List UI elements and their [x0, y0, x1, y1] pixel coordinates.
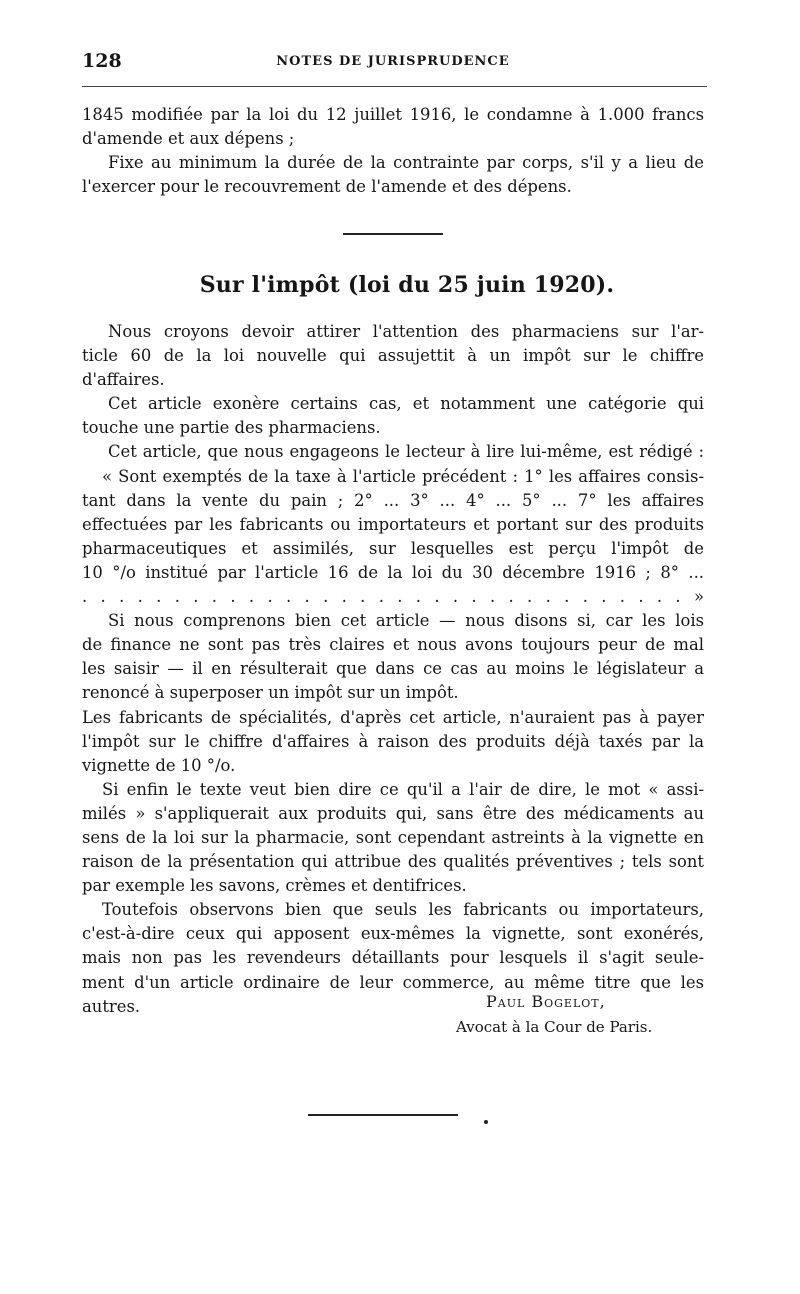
text-line: par exemple les savons, crèmes et dentifrices.: [82, 876, 467, 896]
text-line: Nous croyons devoir attirer l'attention des pharmaciens sur l'ar-: [108, 322, 704, 341]
text-line: les saisir — il en résulterait que dans ce cas au moins le législateur a: [82, 659, 704, 679]
text-line: Si enfin le texte veut bien dire ce qu'il a l'air de dire, le mot « assi-: [102, 779, 704, 799]
text-line: autres.: [82, 996, 141, 1016]
text-line: d'affaires.: [82, 370, 165, 390]
text-line: effectuées par les fabricants ou importateurs et portant sur des produits: [82, 514, 704, 534]
running-title: NOTES DE JURISPRUDENCE: [276, 54, 510, 69]
text-line: de finance ne sont pas très claires et nous avons toujours peur de mal: [82, 635, 704, 655]
top-paragraph: [82, 103, 704, 199]
text-line: mais non pas les revendeurs détaillants pour lesquels il s'agit seule-: [82, 948, 704, 968]
header-rule: [82, 86, 707, 87]
text-line: vignette de 10 °/o.: [82, 755, 236, 775]
text-line: « Sont exemptés de la taxe à l'article précédent : 1° les affaires consis-: [102, 466, 704, 486]
text-line: ticle 60 de la loi nouvelle qui assujettit à un impôt sur le chiffre: [82, 346, 704, 366]
text-line: 10 °/o institué par l'article 16 de la loi du 30 décembre 1916 ; 8° ...: [82, 562, 704, 582]
text-line: ment d'un article ordinaire de leur commerce, au même titre que les: [82, 972, 704, 992]
text-line: l'exercer pour le recouvrement de l'amende et des dépens.: [82, 177, 572, 197]
signature-name: Paul Bogelot,: [486, 992, 606, 1011]
text-line: Fixe au minimum la durée de la contrainte par corps, s'il y a lieu de: [108, 153, 704, 173]
text-line: c'est-à-dire ceux qui apposent eux-mêmes la vignette, sont exonérés,: [82, 924, 704, 944]
text-line: pharmaceutiques et assimilés, sur lesquelles est perçu l'impôt de: [82, 538, 704, 558]
page-number: 128: [82, 50, 122, 72]
text-line: Cet article, que nous engageons le lecteur à lire lui-même, est rédigé :: [108, 442, 704, 462]
article-body: [82, 320, 704, 1019]
text-line: Cet article exonère certains cas, et notamment une catégorie qui: [108, 394, 704, 414]
closing-rule: [308, 1114, 458, 1116]
text-line: renoncé à superposer un impôt sur un impôt.: [82, 683, 459, 703]
text-line: sens de la loi sur la pharmacie, sont cependant astreints à la vignette en: [82, 827, 704, 847]
text-line: d'amende et aux dépens ;: [82, 129, 295, 149]
ellipsis-line: . . . . . . . . . . . . . . . . . . . . . . . . . . . . . . . . . »: [82, 587, 704, 607]
text-line: tant dans la vente du pain ; 2° ... 3° ... 4° ... 5° ... 7° les affaires: [82, 490, 704, 510]
text-line: Les fabricants de spécialités, d'après cet article, n'auraient pas à payer: [82, 707, 704, 727]
text-line: 1845 modifiée par la loi du 12 juillet 1916, le condamne à 1.000 francs: [82, 105, 704, 124]
section-heading: Sur l'impôt (loi du 25 juin 1920).: [199, 272, 615, 298]
text-line: raison de la présentation qui attribue des qualités préventives ; tels sont: [82, 852, 704, 872]
closing-dot: [484, 1120, 488, 1124]
text-line: Toutefois observons bien que seuls les fabricants ou importateurs,: [102, 900, 704, 920]
signature-title: Avocat à la Cour de Paris.: [456, 1018, 653, 1036]
text-line: l'impôt sur le chiffre d'affaires à raison des produits déjà taxés par la: [82, 731, 704, 751]
text-line: Si nous comprenons bien cet article — nous disons si, car les lois: [108, 611, 704, 631]
text-line: touche une partie des pharmaciens.: [82, 418, 381, 438]
section-separator-rule: [343, 233, 443, 235]
text-line: milés » s'appliquerait aux produits qui, sans être des médicaments au: [82, 803, 704, 823]
page-header: [82, 50, 704, 76]
